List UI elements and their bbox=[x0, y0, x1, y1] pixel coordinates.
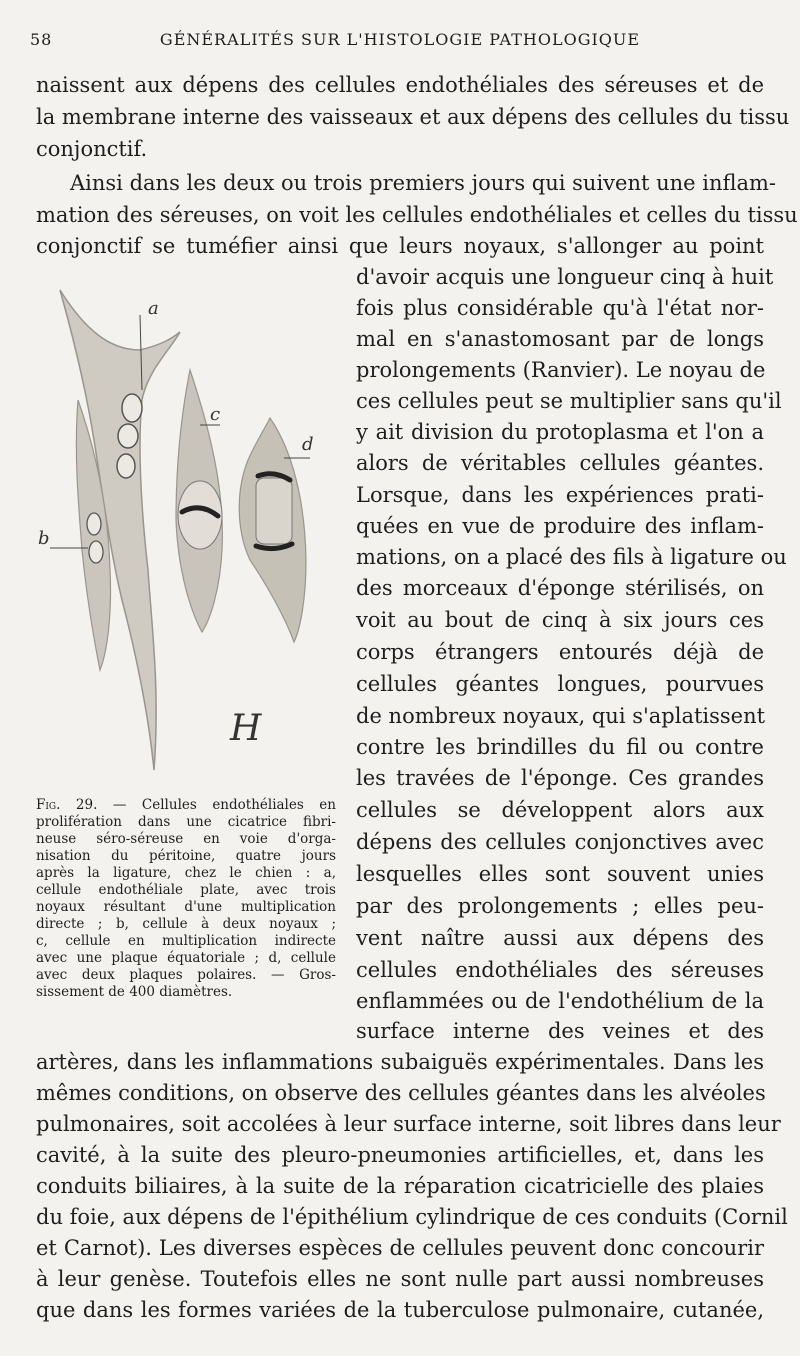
text-line: Lorsque, dans les expériences prati- bbox=[356, 483, 764, 507]
caption-line: cellule endothéliale plate, avec trois bbox=[36, 882, 336, 898]
label-a: a bbox=[148, 298, 159, 319]
text-line: mations, on a placé des fils à ligature ou bbox=[356, 545, 787, 569]
cell-a-nucleus bbox=[122, 394, 142, 422]
text-line: alors de véritables cellules géantes. bbox=[356, 451, 764, 475]
text-line: cellules se développent alors aux bbox=[356, 798, 764, 822]
text-line: conjonctif se tuméfier ainsi que leurs noyaux, s'allonger au point bbox=[36, 234, 764, 258]
text-line: conjonctif. bbox=[36, 137, 148, 161]
text-line: vent naître aussi aux dépens des bbox=[356, 926, 764, 950]
text-line: et Carnot). Les diverses espèces de cellules peuvent donc concourir bbox=[36, 1236, 764, 1260]
cell-a-nucleus bbox=[117, 454, 135, 478]
text-line: voit au bout de cinq à six jours ces bbox=[356, 608, 764, 632]
text-line: contre les brindilles du fil ou contre bbox=[356, 735, 764, 759]
caption-line: nisation du péritoine, quatre jours bbox=[36, 848, 336, 864]
page-number: 58 bbox=[30, 30, 53, 49]
cell-a-nucleus bbox=[118, 424, 138, 448]
caption-line: après la ligature, chez le chien : a, bbox=[36, 865, 336, 881]
caption-line: directe ; b, cellule à deux noyaux ; bbox=[36, 916, 336, 932]
text-line: de nombreux noyaux, qui s'aplatissent bbox=[356, 704, 766, 728]
figure-reference: Fig. 29. bbox=[36, 797, 98, 813]
text-line: la membrane interne des vaisseaux et aux dépens des cellules du tissu bbox=[36, 105, 790, 129]
page-header bbox=[30, 30, 770, 60]
text-line: mêmes conditions, on observe des cellules géantes dans les alvéoles bbox=[36, 1081, 766, 1105]
caption-line: sissement de 400 diamètres. bbox=[36, 984, 233, 1000]
text-line: conduits biliaires, à la suite de la réparation cicatricielle des plaies bbox=[36, 1174, 764, 1198]
caption-line: noyaux résultant d'une multiplication bbox=[36, 899, 336, 915]
text-line: des morceaux d'éponge stérilisés, on bbox=[356, 576, 764, 600]
text-line: les travées de l'éponge. Ces grandes bbox=[356, 766, 764, 790]
text-line: enflammées ou de l'endothélium de la bbox=[356, 989, 764, 1013]
text-line: dépens des cellules conjonctives avec bbox=[356, 830, 764, 854]
text-line: naissent aux dépens des cellules endothéliales des séreuses et de bbox=[36, 73, 764, 97]
text-line: à leur genèse. Toutefois elles ne sont nulle part aussi nombreuses bbox=[36, 1267, 764, 1291]
cell-drawing bbox=[30, 270, 340, 780]
figure-caption bbox=[36, 797, 336, 1001]
cell-b-nucleus bbox=[87, 513, 101, 535]
caption-line: prolifération dans une cicatrice fibri- bbox=[36, 814, 336, 830]
text-line: ces cellules peut se multiplier sans qu'il bbox=[356, 389, 782, 413]
text-line: quées en vue de produire des inflam- bbox=[356, 514, 764, 538]
text-line: fois plus considérable qu'à l'état nor- bbox=[356, 296, 764, 320]
text-line: corps étrangers entourés déjà de bbox=[356, 640, 764, 664]
text-line: du foie, aux dépens de l'épithélium cylindrique de ces conduits (Cornil bbox=[36, 1205, 788, 1229]
text-line: mation des séreuses, on voit les cellules endothéliales et celles du tissu bbox=[36, 203, 798, 227]
text-line: surface interne des veines et des bbox=[356, 1019, 764, 1043]
cell-b-nucleus bbox=[89, 541, 103, 563]
text-line: par des prolongements ; elles peu- bbox=[356, 894, 764, 918]
cell-a bbox=[60, 290, 180, 770]
engraver-signature: H bbox=[230, 708, 262, 749]
caption-line: avec une plaque équatoriale ; d, cellule bbox=[36, 950, 336, 966]
text-line: lesquelles elles sont souvent unies bbox=[356, 862, 764, 886]
text-line: Ainsi dans les deux ou trois premiers jours qui suivent une inflam- bbox=[70, 171, 777, 195]
text-line: y ait division du protoplasma et l'on a bbox=[356, 420, 764, 444]
caption-line: neuse séro-séreuse en voie d'orga- bbox=[36, 831, 336, 847]
caption-line: c, cellule en multiplication indirecte bbox=[36, 933, 336, 949]
caption-line: Fig. 29. — Cellules endothéliales en bbox=[36, 797, 336, 813]
text-line: cavité, à la suite des pleuro-pneumonies artificielles, et, dans les bbox=[36, 1143, 764, 1167]
figure-illustration bbox=[30, 270, 340, 780]
text-line: pulmonaires, soit accolées à leur surface interne, soit libres dans leur bbox=[36, 1112, 781, 1136]
label-b: b bbox=[38, 528, 50, 549]
text-line: cellules endothéliales des séreuses bbox=[356, 958, 764, 982]
text-line: mal en s'anastomosant par de longs bbox=[356, 327, 764, 351]
caption-line: avec deux plaques polaires. — Gros- bbox=[36, 967, 336, 983]
label-d: d bbox=[302, 434, 314, 455]
text-line: artères, dans les inflammations subaiguës expérimentales. Dans les bbox=[36, 1050, 764, 1074]
running-head: GÉNÉRALITÉS SUR L'HISTOLOGIE PATHOLOGIQUE bbox=[159, 30, 641, 49]
text-line: que dans les formes variées de la tuberculose pulmonaire, cutanée, bbox=[36, 1298, 764, 1322]
text-line: d'avoir acquis une longueur cinq à huit bbox=[356, 265, 774, 289]
text-line: cellules géantes longues, pourvues bbox=[356, 672, 764, 696]
label-c: c bbox=[210, 404, 221, 425]
text-line: prolongements (Ranvier). Le noyau de bbox=[356, 358, 766, 382]
